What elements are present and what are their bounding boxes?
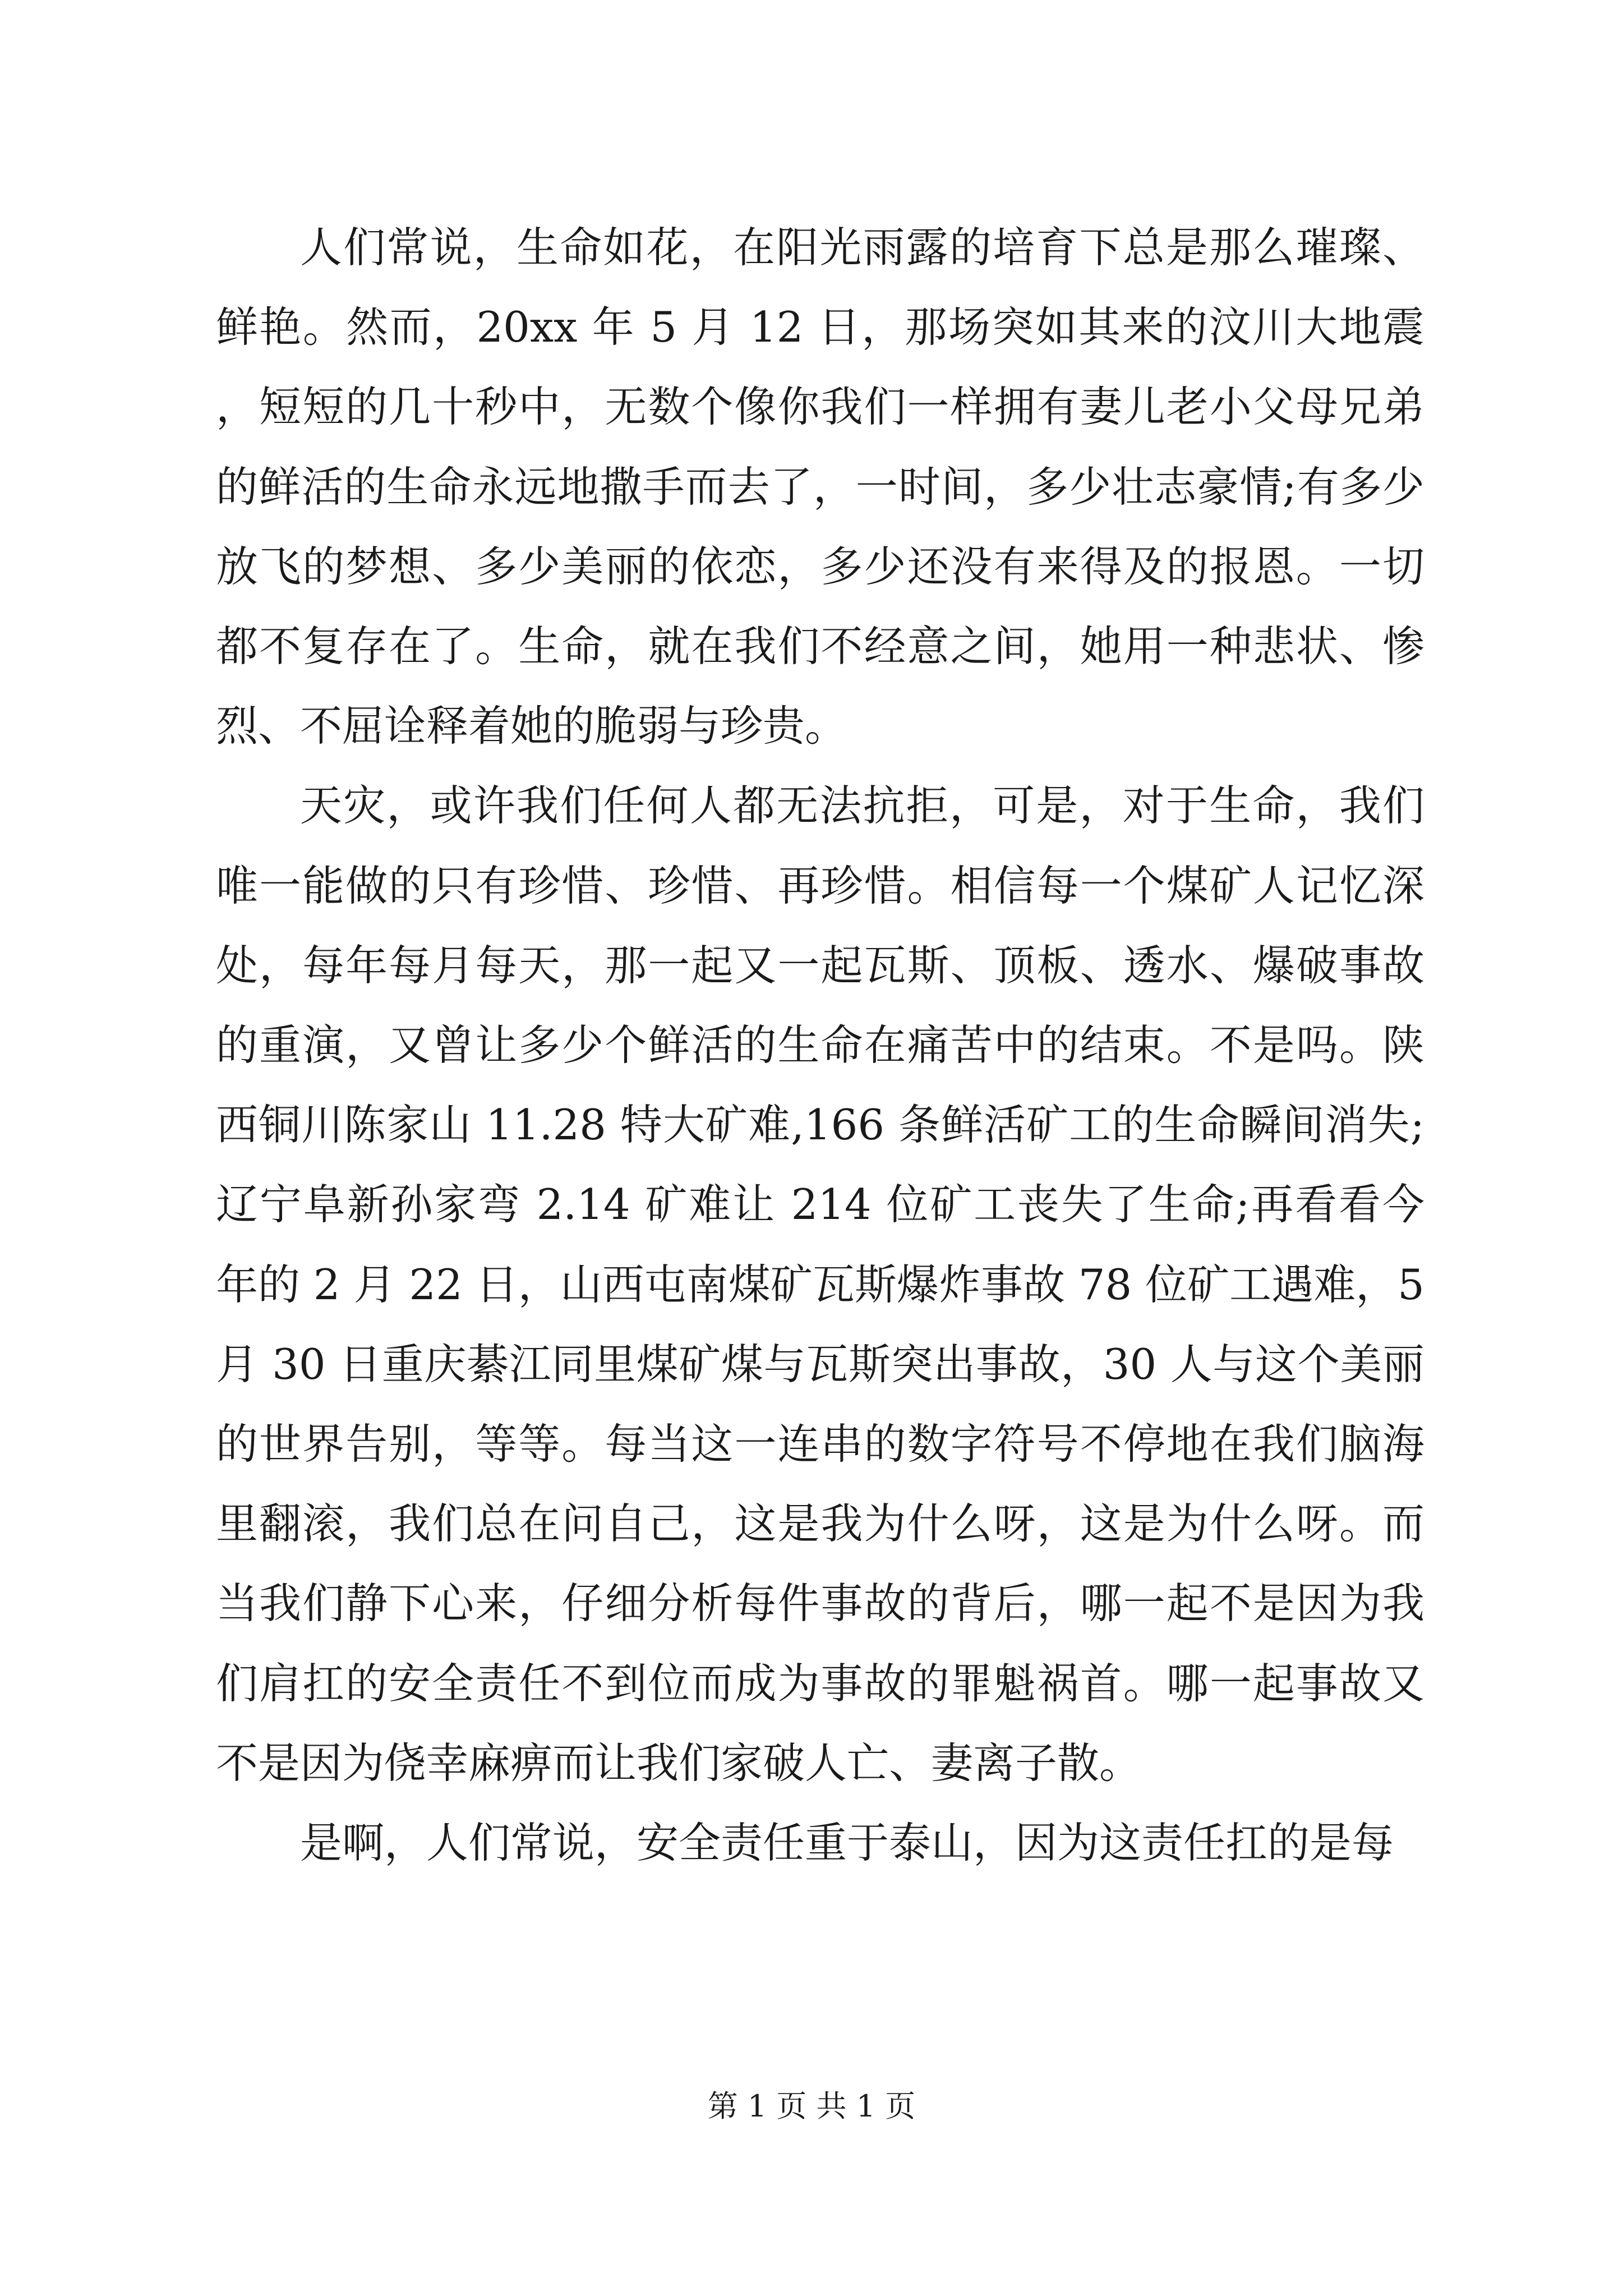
paragraph-2: 天灾，或许我们任何人都无法抗拒，可是，对于生命，我们唯一能做的只有珍惜、珍惜、再珍惜。相信每一个煤矿人记忆深处，每年每月每天，那一起又一起瓦斯、顶板、透水、爆破事故的重演，又曾让多少个鲜活的生命在痛苦中的结束。不是吗。陕西铜川陈家山 11.28 特大矿难,166 条鲜活矿工的生命瞬间消失;辽宁阜新孙家弯 2.14 矿难让 214 位矿工丧失了生命;再看看今年的 2 月 22 日，山西屯南煤矿瓦斯爆炸事故 78 位矿工遇难，5 月 30 日重庆綦江同里煤矿煤与瓦斯突出事故，30 人与这个美丽的世界告别，等等。每当这一连串的数字符号不停地在我们脑海里翻滚，我们总在问自己，这是我为什么呀，这是为什么呀。而当我们静下心来，仔细分析每件事故的背后，哪一起不是因为我们肩扛的安全责任不到位而成为事故的罪魁祸首。哪一起事故又不是因为侥幸麻痹而让我们家破人亡、妻离子散。	[216, 781, 1424, 1788]
page-footer: 第 1 页 共 1 页	[707, 2088, 916, 2124]
document-body	[216, 208, 1424, 1883]
paragraph-1: 人们常说，生命如花，在阳光雨露的培育下总是那么璀璨、鲜艳。然而，20xx 年 5 月 12 日，那场突如其来的汶川大地震，短短的几十秒中，无数个像你我们一样拥有妻儿老小父母兄弟的鲜活的生命永远地撒手而去了，一时间，多少壮志豪情;有多少放飞的梦想、多少美丽的依恋，多少还没有来得及的报恩。一切都不复存在了。生命，就在我们不经意之间，她用一种悲状、惨烈、不屈诠释着她的脆弱与珍贵。	[216, 223, 1424, 751]
paragraph-3: 是啊，人们常说，安全责任重于泰山，因为这责任扛的是每	[300, 1818, 1394, 1868]
